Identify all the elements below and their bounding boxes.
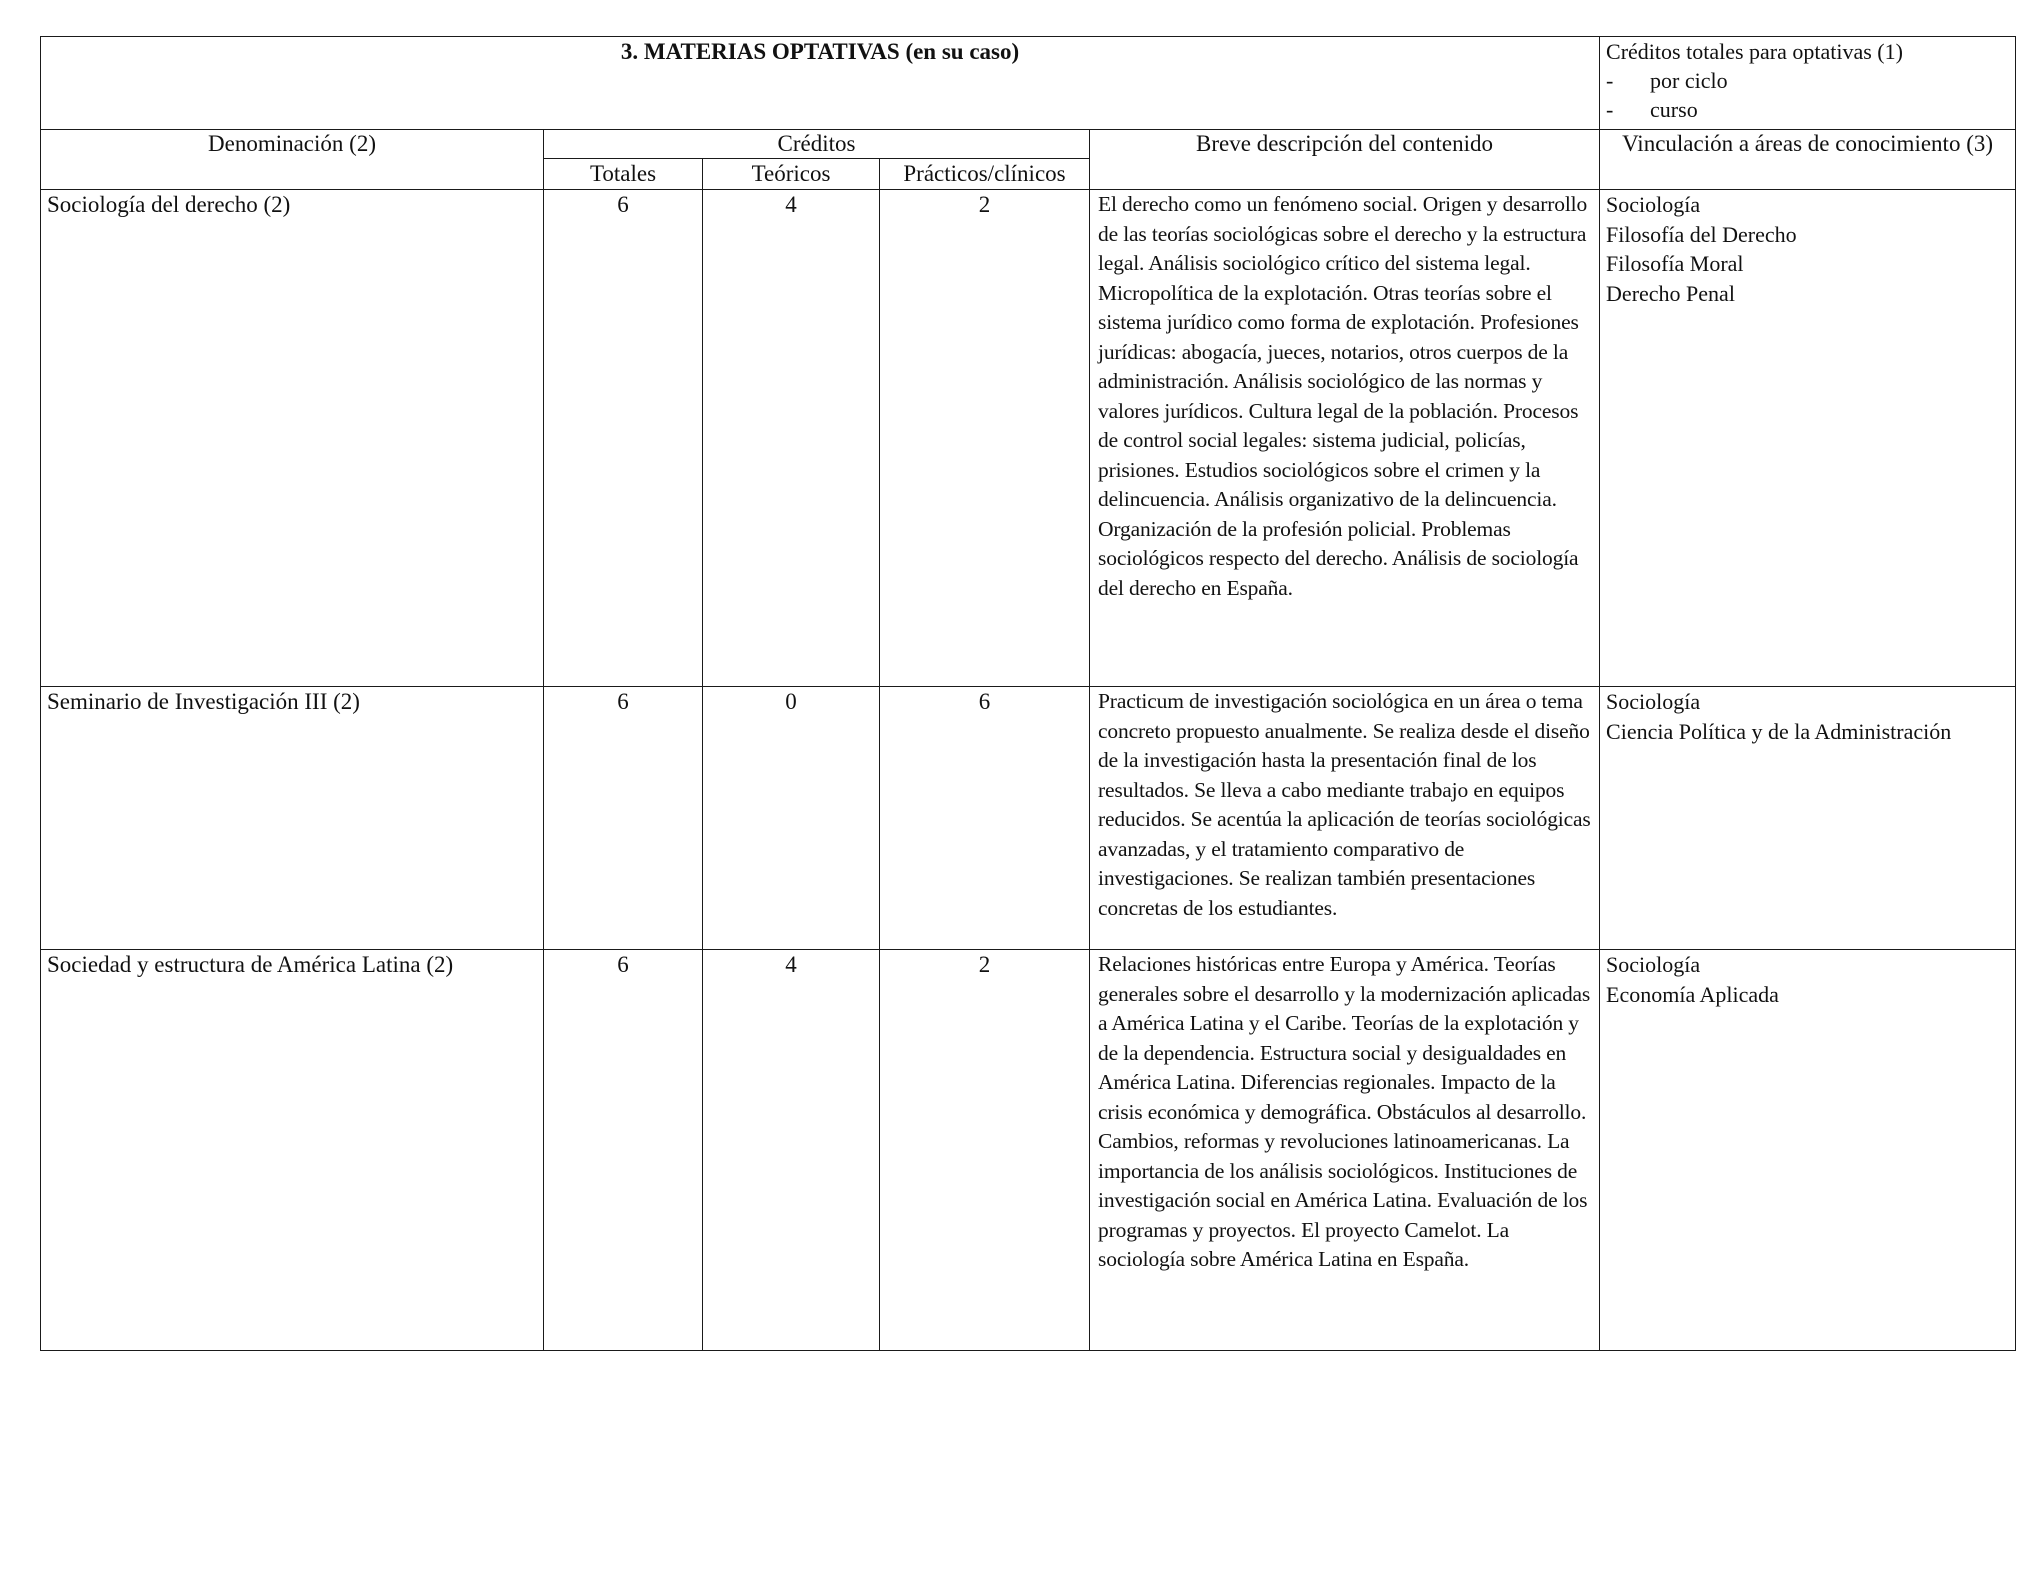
subject-name: Seminario de Investigación III (2)	[41, 687, 544, 950]
subject-name: Sociología del derecho (2)	[41, 190, 544, 687]
table-row	[41, 190, 2016, 687]
area-item: Sociología	[1606, 952, 1701, 977]
section-title: 3. MATERIAS OPTATIVAS (en su caso)	[41, 37, 1600, 130]
area-item: Filosofía Moral	[1606, 251, 1744, 276]
column-header-practicos: Prácticos/clínicos	[880, 159, 1090, 190]
optativas-table	[40, 36, 2016, 1351]
document-sheet	[40, 36, 2015, 1351]
header-row	[41, 130, 2016, 159]
credits-teoricos: 4	[703, 190, 880, 687]
table-row	[41, 687, 2016, 950]
knowledge-areas	[1600, 190, 2016, 687]
column-header-totales: Totales	[544, 159, 703, 190]
area-item: Economía Aplicada	[1606, 981, 1779, 1007]
subject-description: Relaciones históricas entre Europa y América. Teorías generales sobre el desarrollo y la modernización aplicadas a América Latina y el Caribe. Teorías de la explotación y de la dependencia. Estructura social y desigualdades en América Latina. Diferencias regionales. Impacto de la crisis económica y demográfica. Obstáculos al desarrollo. Cambios, reformas y revoluciones latinoamericanas. La importancia de los análisis sociológicos. Instituciones de investigación social en América Latina. Evaluación de los programas y proyectos. El proyecto Camelot. La sociología sobre América Latina en España.	[1090, 950, 1600, 1351]
area-item: Filosofía del Derecho	[1606, 221, 1797, 247]
credits-note-item: - por ciclo	[1606, 68, 1728, 93]
column-header-denominacion: Denominación (2)	[41, 130, 544, 190]
column-header-vinculacion: Vinculación a áreas de conocimiento (3)	[1600, 130, 2016, 190]
table-row	[41, 950, 2016, 1351]
area-item: Derecho Penal	[1606, 280, 1735, 306]
area-item: Ciencia Política y de la Administración	[1606, 718, 1952, 744]
credits-teoricos: 0	[703, 687, 880, 950]
column-header-teoricos: Teóricos	[703, 159, 880, 190]
knowledge-areas	[1600, 950, 2016, 1351]
area-item: Sociología	[1606, 689, 1701, 714]
dash-mark: -	[1606, 68, 1614, 93]
subject-description: Practicum de investigación sociológica en un área o tema concreto propuesto anualmente. Se realiza desde el diseño de la investigación hasta la presentación final de los resultados. Se lleva a cabo mediante trabajo en equipos reducidos. Se acentúa la aplicación de teorías sociológicas avanzadas, y el tratamiento comparativo de investigaciones. Se realizan también presentaciones concretas de los estudiantes.	[1090, 687, 1600, 950]
credits-note	[1600, 37, 2016, 130]
credits-practicos: 2	[880, 190, 1090, 687]
subject-description: El derecho como un fenómeno social. Origen y desarrollo de las teorías sociológicas sobre el derecho y la estructura legal. Análisis sociológico crítico del sistema legal. Micropolítica de la explotación. Otras teorías sobre el sistema jurídico como forma de explotación. Profesiones jurídicas: abogacía, jueces, notarios, otros cuerpos de la administración. Análisis sociológico de las normas y valores jurídicos. Cultura legal de la población. Procesos de control social legales: sistema judicial, policías, prisiones. Estudios sociológicos sobre el crimen y la delincuencia. Análisis organizativo de la delincuencia. Organización de la profesión policial. Problemas sociológicos respecto del derecho. Análisis de sociología del derecho en España.	[1090, 190, 1600, 687]
credits-practicos: 6	[880, 687, 1090, 950]
credits-teoricos: 4	[703, 950, 880, 1351]
credits-note-title: Créditos totales para optativas (1)	[1606, 39, 1903, 64]
credits-totales: 6	[544, 687, 703, 950]
dash-mark: -	[1606, 97, 1614, 122]
credits-totales: 6	[544, 950, 703, 1351]
area-item: Sociología	[1606, 192, 1701, 217]
subject-name: Sociedad y estructura de América Latina (2)	[41, 950, 544, 1351]
credits-note-item: - curso	[1606, 97, 1698, 122]
credits-practicos: 2	[880, 950, 1090, 1351]
column-header-creditos: Créditos	[544, 130, 1090, 159]
knowledge-areas	[1600, 687, 2016, 950]
title-row	[41, 37, 2016, 130]
credits-totales: 6	[544, 190, 703, 687]
column-header-descripcion: Breve descripción del contenido	[1090, 130, 1600, 190]
